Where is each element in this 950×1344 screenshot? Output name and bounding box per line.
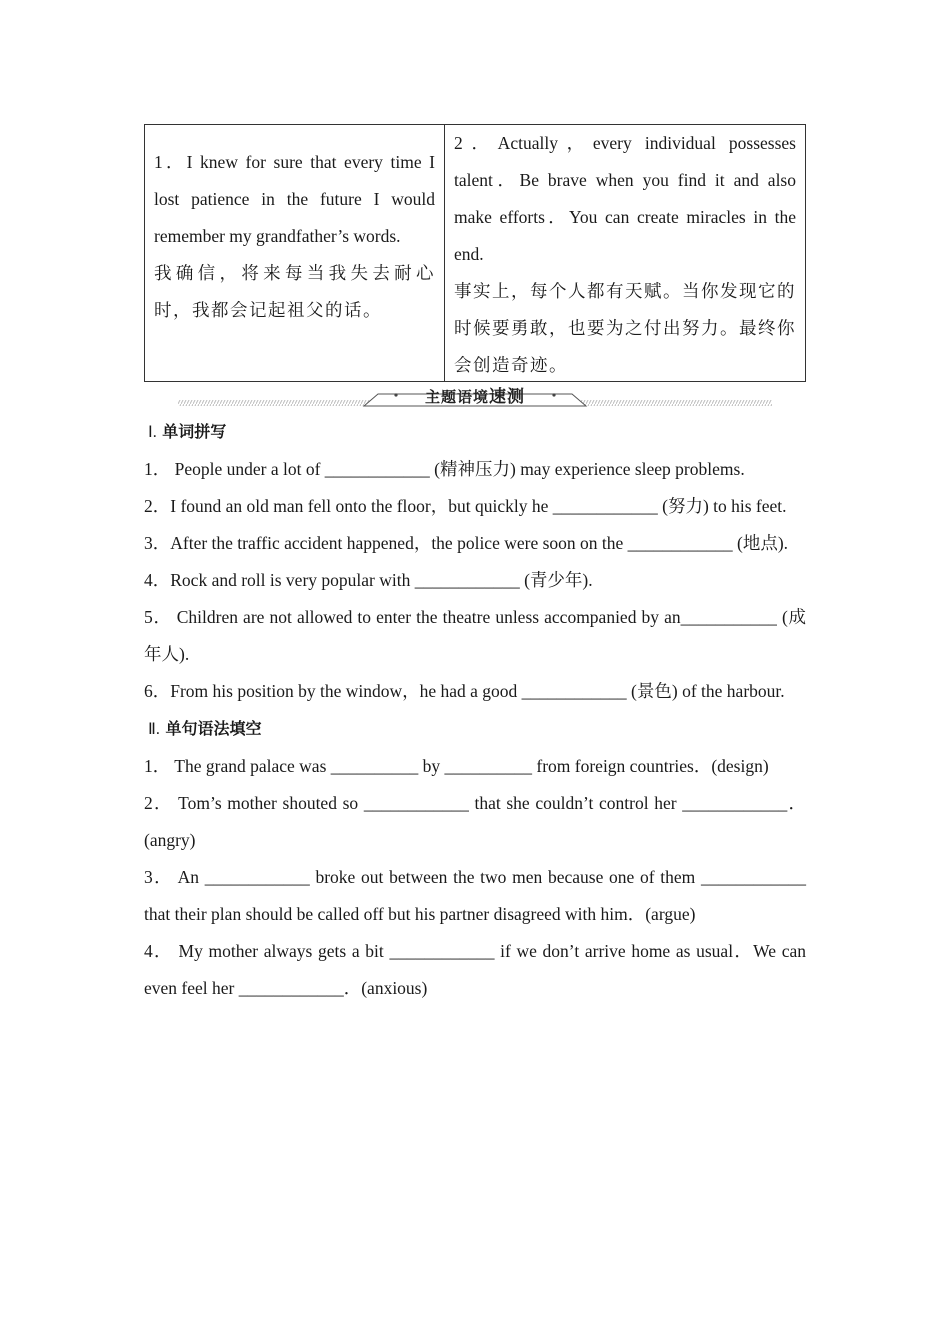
section-title: 单词拼写 [162,422,227,441]
banner-title-emphasis: 速测 [489,387,525,407]
spelling-item-2: 2．I found an old man fell onto the floor，but quickly he ____________ (努力) to his feet. [144,496,787,516]
spelling-item-4: 4．Rock and roll is very popular with ____________ (青少年). [144,570,593,590]
quote-cell-right [445,125,805,381]
spelling-item-5: 5． Children are not allowed to enter the theatre unless accompanied by an___________ (成年人). [144,607,806,664]
section-numeral: Ⅰ. [148,424,157,441]
grammar-item-3: 3． An ____________ broke out between the two men because one of them ____________ that their plan should be called off but his partner disagreed with him．(argue) [144,867,806,924]
section-heading-spelling [144,413,806,451]
quote-left-chinese: 我确信，将来每当我失去耐心时，我都会记起祖父的话。 [154,263,435,320]
section-numeral: Ⅱ. [148,721,160,738]
section-title: 单句语法填空 [165,719,262,738]
section-heading-grammar [144,710,806,748]
grammar-item-4: 4． My mother always gets a bit ____________ if we don’t arrive home as usual．We can even feel her ____________．(anxious) [144,941,806,998]
banner-title-main: 主题语境 [424,388,489,406]
quote-right-english: 2．Actually，every individual possesses talent．Be brave when you find it and also make efforts．You can create miracles in the end. [454,133,796,264]
quote-cell-left [145,125,445,381]
grammar-item-1: 1． The grand palace was __________ by __________ from foreign countries．(design) [144,756,769,776]
quote-left-english: 1．I knew for sure that every time I lost patience in the future I would remember my grandfather’s words. [154,152,435,246]
quote-table [144,124,806,382]
exercise-body [144,413,806,1007]
spelling-item-6: 6．From his position by the window，he had a good ____________ (景色) of the harbour. [144,681,785,701]
spelling-item-1: 1． People under a lot of ____________ (精神压力) may experience sleep problems. [144,459,745,479]
quote-right-chinese: 事实上，每个人都有天赋。当你发现它的时候要勇敢，也要为之付出努力。最终你会创造奇迹。 [454,281,796,375]
spelling-item-3: 3．After the traffic accident happened，the police were soon on the ____________ (地点). [144,533,789,553]
grammar-item-2: 2． Tom’s mother shouted so ____________ that she couldn’t control her ____________．(angry) [144,793,806,850]
banner-title [178,382,772,407]
section-banner [178,380,772,410]
